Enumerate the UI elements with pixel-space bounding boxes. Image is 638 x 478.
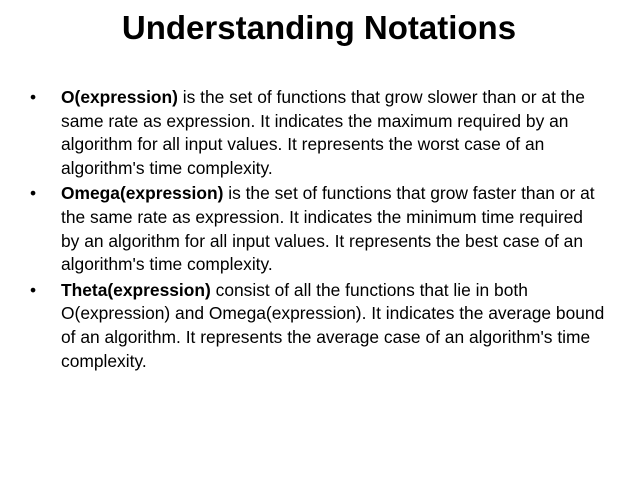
bullet-icon: • xyxy=(30,87,37,107)
bullet-icon: • xyxy=(30,183,37,204)
bullet-term: Omega(expression) xyxy=(61,183,224,204)
bullet-term: Theta(expression) xyxy=(61,279,211,300)
bullet-item-o-notation xyxy=(30,86,605,180)
bullet-text: is the set of functions that grow faster than or at the same rate as expression. It indicates the minimum time required by an algorithm for all input values. It represents the best case of an algorithm's time complexity. xyxy=(61,183,595,275)
bullet-term: O(expression) xyxy=(61,87,178,107)
bullet-text: consist of all the functions that lie in both O(expression) and Omega(expression). It indicates the average bound of an algorithm. It represents the average case of an algorithm's time complexity. xyxy=(61,279,605,371)
bullet-text: is the set of functions that grow slower than or at the same rate as expression. It indicates the maximum required by an algorithm for all input values. It represents the worst case of an algorithm's time complexity. xyxy=(61,87,585,178)
bullet-icon: • xyxy=(30,279,37,300)
slide-title: Understanding Notations xyxy=(121,9,517,46)
bullet-list xyxy=(30,86,605,375)
bullet-item-omega-notation xyxy=(30,182,605,276)
bullet-item-theta-notation xyxy=(30,279,605,373)
